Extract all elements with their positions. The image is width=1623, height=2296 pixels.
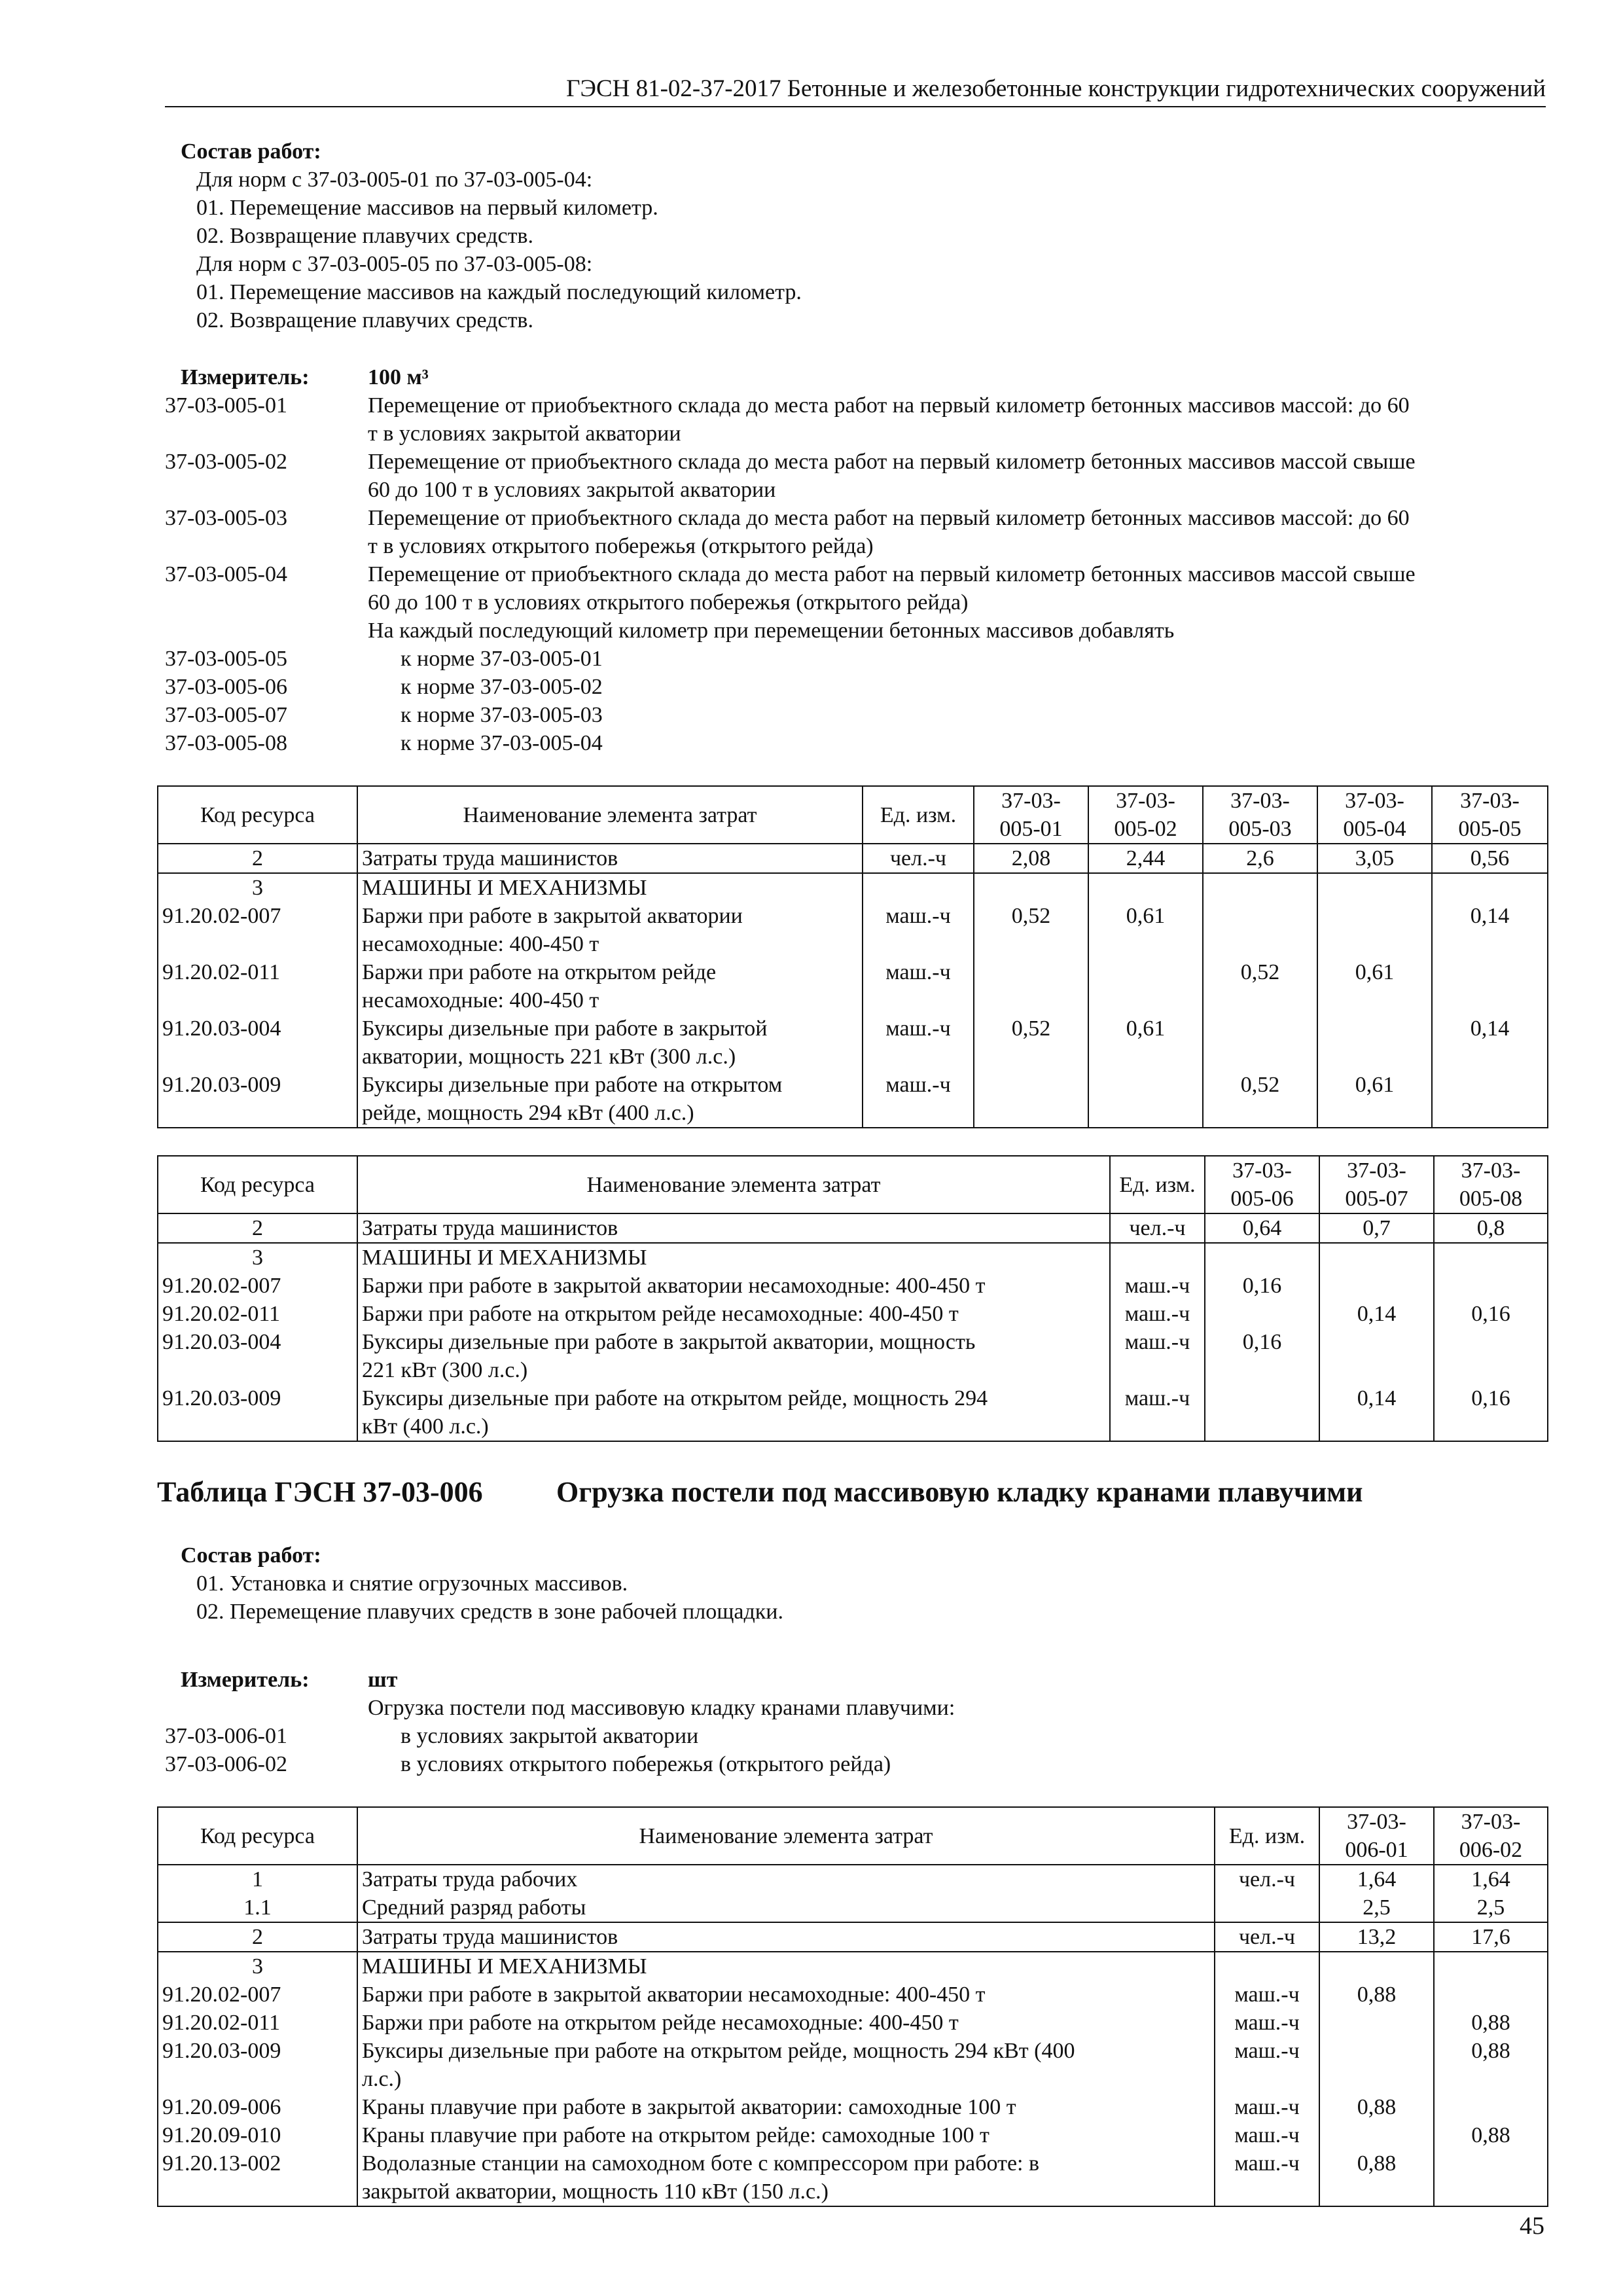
norm-code: 37-03-006-01: [165, 1724, 287, 1748]
norms-list-2: [165, 1666, 1546, 1784]
cell-text: 37-03-: [1116, 789, 1175, 813]
col-header-norm: [1319, 1807, 1434, 1865]
header-divider: [165, 106, 1546, 107]
table-row: [158, 1865, 1548, 1893]
col-header-unit: Ед. изм.: [1215, 1807, 1319, 1865]
table-cell: маш.-ч: [1110, 1300, 1205, 1328]
cell-text: Буксиры дизельные при работе на открытом рейде, мощность 294: [362, 1386, 988, 1410]
page-number: 45: [1520, 2212, 1544, 2240]
table-cell: 0,8: [1434, 1213, 1548, 1243]
table-cell: Затраты труда рабочих: [357, 1865, 1215, 1893]
table-cell: маш.-ч: [1215, 2149, 1319, 2206]
cell-text: 221 кВт (300 л.с.): [362, 1358, 528, 1382]
table-cell: [1319, 2121, 1434, 2149]
table-cell: 2,5: [1434, 1893, 1548, 1922]
norm-desc: в условиях открытого побережья (открытого рейда): [401, 1752, 891, 1776]
table-cell: чел.-ч: [1215, 1865, 1319, 1893]
table-cell: 91.20.02-011: [158, 1300, 357, 1328]
table-cell: [1317, 902, 1432, 958]
table-cell: [1319, 1952, 1434, 1981]
norm-code: 37-03-005-03: [165, 506, 287, 530]
table-row: [158, 873, 1548, 902]
table-cell: Баржи при работе в закрытой акватории несамоходные: 400-450 т: [357, 1272, 1110, 1300]
table-cell: 91.20.02-011: [158, 2009, 357, 2037]
table-title: [157, 1474, 1363, 1511]
measure-value: шт: [368, 1668, 398, 1692]
norm-desc: Перемещение от приобъектного склада до места работ на первый километр бетонных массивов массой свыше: [368, 562, 1416, 586]
cell-text: кВт (400 л.с.): [362, 1414, 489, 1439]
norm-desc: 60 до 100 т в условиях закрытой акватории: [368, 478, 776, 502]
table-cell: 0,14: [1319, 1300, 1434, 1328]
table-cell: 0,61: [1088, 1014, 1203, 1071]
resource-table-2: [157, 1155, 1548, 1442]
table-cell: 91.20.03-004: [158, 1328, 357, 1384]
cell-text: Баржи при работе на открытом рейде: [362, 960, 717, 984]
table-cell: [1215, 1893, 1319, 1922]
table-cell: 1.1: [158, 1893, 357, 1922]
table-cell: маш.-ч: [1110, 1272, 1205, 1300]
table-cell: маш.-ч: [1215, 1981, 1319, 2009]
table-cell: 3: [158, 1243, 357, 1272]
cell-text: 37-03-: [1461, 1158, 1521, 1183]
table-cell: 17,6: [1434, 1922, 1548, 1952]
table-cell: [1319, 1243, 1434, 1272]
col-header-norm: [1205, 1156, 1319, 1213]
table-cell: 0,52: [974, 1014, 1088, 1071]
col-header-code: Код ресурса: [158, 786, 357, 844]
table-cell: Краны плавучие при работе на открытом рейде: самоходные 100 т: [357, 2121, 1215, 2149]
table-cell: 0,88: [1434, 2009, 1548, 2037]
norm-desc: Перемещение от приобъектного склада до места работ на первый километр бетонных массивов массой: до 60: [368, 393, 1410, 418]
table-header-row: [158, 1807, 1548, 1865]
table-cell: [1215, 1952, 1319, 1981]
table-cell: [1088, 1071, 1203, 1128]
table-cell: [974, 873, 1088, 902]
table-cell: 0,52: [974, 902, 1088, 958]
table-cell: 0,14: [1432, 902, 1548, 958]
table-cell: 0,61: [1088, 902, 1203, 958]
table-cell: маш.-ч: [1215, 2093, 1319, 2121]
norm-desc: к норме 37-03-005-01: [401, 647, 603, 671]
table-cell: [357, 2149, 1215, 2206]
table-cell: 0,7: [1319, 1213, 1434, 1243]
cell-text: Буксиры дизельные при работе в закрытой: [362, 1016, 768, 1041]
table-cell: Затраты труда машинистов: [357, 1922, 1215, 1952]
table-cell: [1088, 873, 1203, 902]
table-cell: [974, 958, 1088, 1014]
table-cell: 0,16: [1205, 1272, 1319, 1300]
table-row: [158, 902, 1548, 958]
composition-line: 02. Возвращение плавучих средств.: [196, 224, 533, 248]
cell-text: 005-01: [999, 817, 1063, 841]
cell-text: 37-03-: [1347, 1158, 1406, 1183]
table-row: [158, 1893, 1548, 1922]
cell-text: несамоходные: 400-450 т: [362, 988, 599, 1013]
table-cell: 0,14: [1432, 1014, 1548, 1071]
table-cell: 91.20.02-007: [158, 902, 357, 958]
table-cell: [357, 1071, 863, 1128]
table-row: [158, 1213, 1548, 1243]
table-cell: 2: [158, 1213, 357, 1243]
table-cell: чел.-ч: [1215, 1922, 1319, 1952]
col-header-unit: Ед. изм.: [1110, 1156, 1205, 1213]
cell-text: 005-08: [1459, 1187, 1523, 1211]
table-cell: 3,05: [1317, 844, 1432, 873]
composition-line: 02. Перемещение плавучих средств в зоне рабочей площадки.: [196, 1600, 783, 1624]
table-row: [158, 2149, 1548, 2206]
cell-text: 006-01: [1345, 1838, 1408, 1862]
measure-label: Измеритель:: [181, 1668, 310, 1692]
table-row: [158, 2009, 1548, 2037]
table-cell: [974, 1071, 1088, 1128]
table-cell: Баржи при работе на открытом рейде несамоходные: 400-450 т: [357, 1300, 1110, 1328]
cell-text: 37-03-: [1232, 1158, 1292, 1183]
table-row: [158, 1272, 1548, 1300]
composition-line: 02. Возвращение плавучих средств.: [196, 308, 533, 332]
col-header-code: Код ресурса: [158, 1807, 357, 1865]
table-cell: [357, 1384, 1110, 1441]
cell-text: Буксиры дизельные при работе на открытом рейде, мощность 294 кВт (400: [362, 2039, 1075, 2063]
table-cell: Баржи при работе на открытом рейде несамоходные: 400-450 т: [357, 2009, 1215, 2037]
table-cell: [1432, 873, 1548, 902]
norm-desc: к норме 37-03-005-03: [401, 703, 603, 727]
table-cell: 0,16: [1205, 1328, 1319, 1384]
table-cell: маш.-ч: [1215, 2009, 1319, 2037]
table-cell: 0,56: [1432, 844, 1548, 873]
table-cell: 91.20.02-011: [158, 958, 357, 1014]
table-cell: [1432, 1071, 1548, 1128]
table-cell: 91.20.03-009: [158, 1384, 357, 1441]
composition-line: 01. Перемещение массивов на каждый последующий километр.: [196, 280, 802, 304]
table-row: [158, 1014, 1548, 1071]
cell-text: 005-03: [1228, 817, 1292, 841]
cell-text: 37-03-: [1460, 789, 1520, 813]
table-cell: [357, 1328, 1110, 1384]
table-cell: 0,88: [1319, 1981, 1434, 2009]
table-cell: 91.20.13-002: [158, 2149, 357, 2206]
table-row: [158, 1328, 1548, 1384]
table-cell: [357, 958, 863, 1014]
composition-line: 01. Перемещение массивов на первый километр.: [196, 196, 658, 220]
col-header-norm: [1317, 786, 1432, 844]
table-header-row: [158, 786, 1548, 844]
table-cell: 3: [158, 873, 357, 902]
table-cell: [1203, 902, 1317, 958]
table-cell: чел.-ч: [863, 844, 974, 873]
table-cell: 2: [158, 1922, 357, 1952]
table-cell: 1,64: [1319, 1865, 1434, 1893]
table-cell: [1110, 1243, 1205, 1272]
cell-text: рейде, мощность 294 кВт (400 л.с.): [362, 1101, 694, 1125]
resource-table-1: [157, 785, 1548, 1128]
table-cell: 0,52: [1203, 1071, 1317, 1128]
table-cell: [1434, 1952, 1548, 1981]
cell-text: 005-05: [1458, 817, 1522, 841]
table-cell: Баржи при работе в закрытой акватории несамоходные: 400-450 т: [357, 1981, 1215, 2009]
table-cell: 91.20.03-004: [158, 1014, 357, 1071]
cell-text: л.с.): [362, 2067, 402, 2091]
table-cell: 0,61: [1317, 1071, 1432, 1128]
table-cell: 91.20.09-006: [158, 2093, 357, 2121]
col-header-norm: [1088, 786, 1203, 844]
table-row: [158, 1300, 1548, 1328]
table-cell: [1434, 2093, 1548, 2121]
table-cell: [1434, 1272, 1548, 1300]
table-cell: [1205, 1384, 1319, 1441]
measure-label: Измеритель:: [181, 365, 310, 389]
table-cell: 0,61: [1317, 958, 1432, 1014]
cell-text: 005-07: [1345, 1187, 1408, 1211]
table-cell: маш.-ч: [863, 1014, 974, 1071]
col-header-name: Наименование элемента затрат: [357, 786, 863, 844]
table-cell: [1205, 1243, 1319, 1272]
table-row: [158, 1384, 1548, 1441]
table-cell: 91.20.02-007: [158, 1981, 357, 2009]
norm-desc: 60 до 100 т в условиях открытого побережья (открытого рейда): [368, 590, 969, 615]
norm-code: 37-03-005-06: [165, 675, 287, 699]
norms-list-1: [165, 363, 1546, 762]
add-norms-intro: На каждый последующий километр при перемещении бетонных массивов добавлять: [368, 619, 1175, 643]
norm-code: 37-03-005-01: [165, 393, 287, 418]
table-cell: 0,88: [1319, 2149, 1434, 2206]
table-cell: 91.20.03-009: [158, 1071, 357, 1128]
cell-text: 37-03-: [1230, 789, 1290, 813]
table-row: [158, 1071, 1548, 1128]
table-cell: [1319, 1328, 1434, 1384]
cell-text: 005-02: [1114, 817, 1177, 841]
table-cell: [1088, 958, 1203, 1014]
table-cell: 13,2: [1319, 1922, 1434, 1952]
col-header-unit: Ед. изм.: [863, 786, 974, 844]
table-cell: 1,64: [1434, 1865, 1548, 1893]
table-cell: 2: [158, 844, 357, 873]
col-header-norm: [1434, 1156, 1548, 1213]
table-cell: [357, 2037, 1215, 2093]
table-cell: МАШИНЫ И МЕХАНИЗМЫ: [357, 1243, 1110, 1272]
cell-text: 37-03-: [1461, 1810, 1521, 1834]
table-cell: 3: [158, 1952, 357, 1981]
table-row: [158, 2121, 1548, 2149]
table-cell: 91.20.09-010: [158, 2121, 357, 2149]
table-cell: 0,16: [1434, 1300, 1548, 1328]
norm-code: 37-03-006-02: [165, 1752, 287, 1776]
col-header-name: Наименование элемента затрат: [357, 1807, 1215, 1865]
table-cell: [1203, 1014, 1317, 1071]
table-cell: 0,16: [1434, 1384, 1548, 1441]
composition-line: Для норм с 37-03-005-01 по 37-03-005-04:: [196, 168, 593, 192]
cell-text: 005-04: [1343, 817, 1406, 841]
table-cell: 0,14: [1319, 1384, 1434, 1441]
norm-code: 37-03-005-04: [165, 562, 287, 586]
col-header-norm: [1203, 786, 1317, 844]
composition-label: Состав работ:: [181, 1543, 321, 1568]
table-cell: маш.-ч: [1110, 1328, 1205, 1384]
cell-text: 37-03-: [1347, 1810, 1406, 1834]
cell-text: Водолазные станции на самоходном боте с компрессором при работе: в: [362, 2151, 1040, 2176]
table-cell: [1317, 873, 1432, 902]
table-cell: Краны плавучие при работе в закрытой акватории: самоходные 100 т: [357, 2093, 1215, 2121]
table-cell: [1434, 1243, 1548, 1272]
table-cell: Затраты труда машинистов: [357, 844, 863, 873]
table-header-row: [158, 1156, 1548, 1213]
table-cell: [1319, 2037, 1434, 2093]
table-cell: 0,88: [1319, 2093, 1434, 2121]
table-cell: маш.-ч: [863, 1071, 974, 1128]
table-cell: маш.-ч: [1215, 2037, 1319, 2093]
table-cell: маш.-ч: [1110, 1384, 1205, 1441]
table-cell: 2,44: [1088, 844, 1203, 873]
resource-table-3: [157, 1806, 1548, 2207]
table-name: Огрузка постели под массивовую кладку кранами плавучими: [556, 1476, 1363, 1508]
table-cell: чел.-ч: [1110, 1213, 1205, 1243]
norm-desc: в условиях закрытой акватории: [401, 1724, 699, 1748]
table-cell: [1319, 1272, 1434, 1300]
table-cell: маш.-ч: [1215, 2121, 1319, 2149]
composition-line: Для норм с 37-03-005-05 по 37-03-005-08:: [196, 252, 593, 276]
cell-text: несамоходные: 400-450 т: [362, 932, 599, 956]
table-cell: [1434, 1328, 1548, 1384]
norm-desc: к норме 37-03-005-04: [401, 731, 603, 755]
table-cell: [863, 873, 974, 902]
col-header-norm: [974, 786, 1088, 844]
table-row: [158, 1243, 1548, 1272]
norm-code: 37-03-005-05: [165, 647, 287, 671]
table-cell: 2,6: [1203, 844, 1317, 873]
table-cell: 91.20.03-009: [158, 2037, 357, 2093]
norm-desc: т в условиях открытого побережья (открытого рейда): [368, 534, 874, 558]
table-cell: [1205, 1300, 1319, 1328]
cell-text: акватории, мощность 221 кВт (300 л.с.): [362, 1045, 736, 1069]
table-cell: 91.20.02-007: [158, 1272, 357, 1300]
norm-code: 37-03-005-07: [165, 703, 287, 727]
table-cell: [1434, 2149, 1548, 2206]
table-cell: МАШИНЫ И МЕХАНИЗМЫ: [357, 1952, 1215, 1981]
table-cell: [357, 1014, 863, 1071]
col-header-norm: [1319, 1156, 1434, 1213]
table-cell: [1319, 2009, 1434, 2037]
table-cell: 0,88: [1434, 2121, 1548, 2149]
work-composition-1: [165, 137, 1546, 334]
norm-code: 37-03-005-02: [165, 450, 287, 474]
running-header: ГЭСН 81-02-37-2017 Бетонные и железобетонные конструкции гидротехнических сооружений: [566, 75, 1546, 102]
cell-text: закрытой акватории, мощность 110 кВт (150 л.с.): [362, 2179, 829, 2204]
table-row: [158, 1952, 1548, 1981]
table-row: [158, 2037, 1548, 2093]
norm-desc: Перемещение от приобъектного склада до места работ на первый километр бетонных массивов массой: до 60: [368, 506, 1410, 530]
table-row: [158, 2093, 1548, 2121]
table-cell: [357, 902, 863, 958]
table-row: [158, 958, 1548, 1014]
table-row: [158, 844, 1548, 873]
table-cell: 0,88: [1434, 2037, 1548, 2093]
table-cell: 2,5: [1319, 1893, 1434, 1922]
table-cell: 2,08: [974, 844, 1088, 873]
table-code: Таблица ГЭСН 37-03-006: [157, 1476, 483, 1508]
cell-text: 006-02: [1459, 1838, 1523, 1862]
cell-text: Буксиры дизельные при работе на открытом: [362, 1073, 783, 1097]
table-cell: [1203, 873, 1317, 902]
table-cell: [1317, 1014, 1432, 1071]
table-cell: маш.-ч: [863, 958, 974, 1014]
table-cell: 1: [158, 1865, 357, 1893]
table-cell: [1434, 1981, 1548, 2009]
table-cell: МАШИНЫ И МЕХАНИЗМЫ: [357, 873, 863, 902]
cell-text: 37-03-: [1345, 789, 1404, 813]
table-cell: [1432, 958, 1548, 1014]
col-header-norm: [1434, 1807, 1548, 1865]
cell-text: Баржи при работе в закрытой акватории: [362, 904, 743, 928]
cell-text: 37-03-: [1001, 789, 1061, 813]
col-header-name: Наименование элемента затрат: [357, 1156, 1110, 1213]
table-row: [158, 1922, 1548, 1952]
norm-desc: Перемещение от приобъектного склада до места работ на первый километр бетонных массивов массой свыше: [368, 450, 1416, 474]
table-row: [158, 1981, 1548, 2009]
table-cell: маш.-ч: [863, 902, 974, 958]
table-cell: Затраты труда машинистов: [357, 1213, 1110, 1243]
composition-label: Состав работ:: [181, 139, 321, 164]
table-cell: 0,52: [1203, 958, 1317, 1014]
norm-desc: т в условиях закрытой акватории: [368, 422, 681, 446]
composition-line: 01. Установка и снятие огрузочных массивов.: [196, 1571, 628, 1596]
measure-value: 100 м³: [368, 365, 429, 389]
col-header-code: Код ресурса: [158, 1156, 357, 1213]
norm-code: 37-03-005-08: [165, 731, 287, 755]
norm-desc: к норме 37-03-005-02: [401, 675, 603, 699]
norms-intro: Огрузка постели под массивовую кладку кранами плавучими:: [368, 1696, 955, 1720]
table-cell: Средний разряд работы: [357, 1893, 1215, 1922]
work-composition-2: [165, 1541, 1546, 1626]
table-cell: 0,64: [1205, 1213, 1319, 1243]
col-header-norm: [1432, 786, 1548, 844]
cell-text: 005-06: [1230, 1187, 1294, 1211]
cell-text: Буксиры дизельные при работе в закрытой акватории, мощность: [362, 1330, 976, 1354]
